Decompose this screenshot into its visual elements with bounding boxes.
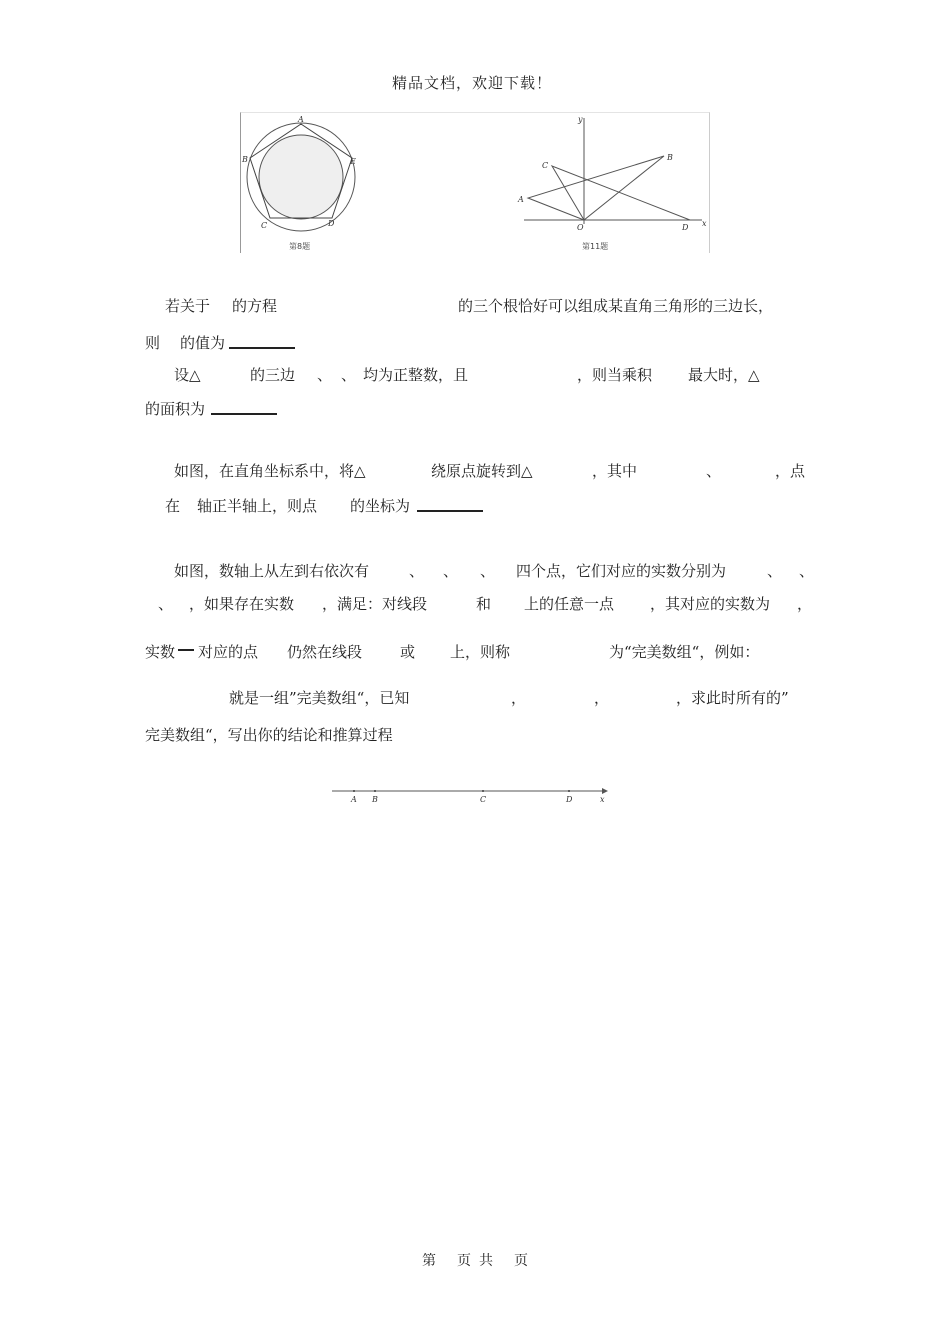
footer-page-a: 第 <box>422 1253 436 1269</box>
answer-blank-1 <box>229 333 295 349</box>
problem4-l1-g: 、 <box>799 562 815 580</box>
problem4-l3-d: 或 <box>400 643 416 661</box>
problem4-l1-c: 、 <box>443 562 459 580</box>
inner-circle <box>259 135 343 219</box>
problem3-text-g: 轴正半轴上，则点 <box>197 497 318 515</box>
problem4-l2-d: 和 <box>476 595 492 613</box>
label-E: E <box>350 157 356 166</box>
triangle-OAB <box>528 156 664 220</box>
problem4-l1-b: 、 <box>409 562 425 580</box>
problem3-text-d: 、 <box>706 462 722 480</box>
figure-8 <box>240 112 370 252</box>
problem4-l4-a: 就是一组”完美数组“，已知 <box>229 689 410 707</box>
label-C: C <box>542 161 549 170</box>
label-C: C <box>261 221 268 230</box>
caption-fig8: 第8题 <box>289 242 311 251</box>
number-line-figure <box>326 785 616 809</box>
problem2-text-d: 、 <box>341 366 357 384</box>
problem2-text-b: 的三边 <box>250 366 296 384</box>
problem4-l2-e: 上的任意一点 <box>524 595 615 613</box>
problem4-l3-e: 上，则称 <box>450 643 511 661</box>
problem1-text-e: 的值为 <box>180 334 226 352</box>
problem3-text-e: ，点 <box>775 462 806 480</box>
label-D: D <box>682 223 689 232</box>
problem3-text-a: 如图，在直角坐标系中，将△ <box>174 462 366 480</box>
footer-page-c: 共 <box>479 1253 493 1269</box>
label-A: A <box>298 115 304 124</box>
problem1-text-b: 的方程 <box>232 297 278 315</box>
problem4-l5-a: 完美数组“，写出你的结论和推算过程 <box>145 726 393 744</box>
problem4-l3-f: 为“完美数组“，例如： <box>609 643 760 661</box>
problem3-text-f: 在 <box>165 497 181 515</box>
problem4-l4-c: ， <box>594 689 610 707</box>
problem4-l3-dash <box>178 649 194 651</box>
label-D: D <box>566 795 573 804</box>
label-O: O <box>577 223 584 232</box>
label-B: B <box>372 795 378 804</box>
problem2-text-c: 、 <box>317 366 333 384</box>
problem4-l3-c: 仍然在线段 <box>287 643 363 661</box>
problem4-l2-f: ，其对应的实数为 <box>650 595 771 613</box>
problem1-text-c: 的三个根恰好可以组成某直角三角形的三边长， <box>458 297 774 315</box>
label-y: y <box>578 115 583 124</box>
label-B: B <box>667 153 673 162</box>
footer-page-d: 页 <box>514 1253 528 1269</box>
point-A <box>353 790 355 792</box>
problem4-l1-f: 、 <box>767 562 783 580</box>
problem4-l4-b: ， <box>511 689 527 707</box>
label-A: A <box>518 195 524 204</box>
problem2-text-e: 均为正整数，且 <box>363 366 469 384</box>
problem4-l3-b: 对应的点 <box>198 643 259 661</box>
point-B <box>374 790 376 792</box>
answer-blank-2 <box>211 399 277 415</box>
page-header: 精品文档，欢迎下载！ <box>392 74 553 92</box>
label-A: A <box>351 795 357 804</box>
problem2-text-g: 最大时，△ <box>688 366 760 384</box>
label-C: C <box>480 795 487 804</box>
problem4-l3-a: 实数 <box>145 643 176 661</box>
caption-fig11: 第11题 <box>582 242 609 251</box>
label-x: x <box>600 795 605 804</box>
label-x: x <box>702 219 707 228</box>
footer-page-b: 页 <box>457 1253 471 1269</box>
problem3-text-b: 绕原点旋转到△ <box>431 462 533 480</box>
problem4-l2-c: ，满足：对线段 <box>322 595 428 613</box>
figure-11 <box>510 112 710 252</box>
label-B: B <box>242 155 248 164</box>
problem4-l1-e: 四个点，它们对应的实数分别为 <box>516 562 727 580</box>
problem1-text-d: 则 <box>145 334 161 352</box>
answer-blank-3 <box>417 496 483 512</box>
problem2-text-f: ，则当乘积 <box>577 366 653 384</box>
problem4-l2-g: ， <box>797 595 813 613</box>
problem1-text-a: 若关于 <box>165 297 211 315</box>
triangle-OCD <box>552 166 690 220</box>
problem4-l1-a: 如图，数轴上从左到右依次有 <box>174 562 370 580</box>
problem3-text-h: 的坐标为 <box>350 497 411 515</box>
problem2-text-a: 设△ <box>174 366 201 384</box>
point-D <box>568 790 570 792</box>
problem4-l4-d: ，求此时所有的” <box>676 689 789 707</box>
arrow-head <box>602 788 608 794</box>
problem2-text-h: 的面积为 <box>145 400 206 418</box>
problem4-l1-d: 、 <box>480 562 496 580</box>
point-C <box>482 790 484 792</box>
problem4-l2-b: ，如果存在实数 <box>189 595 295 613</box>
label-D: D <box>328 219 335 228</box>
problem4-l2-a: 、 <box>158 595 174 613</box>
problem3-text-c: ，其中 <box>592 462 638 480</box>
